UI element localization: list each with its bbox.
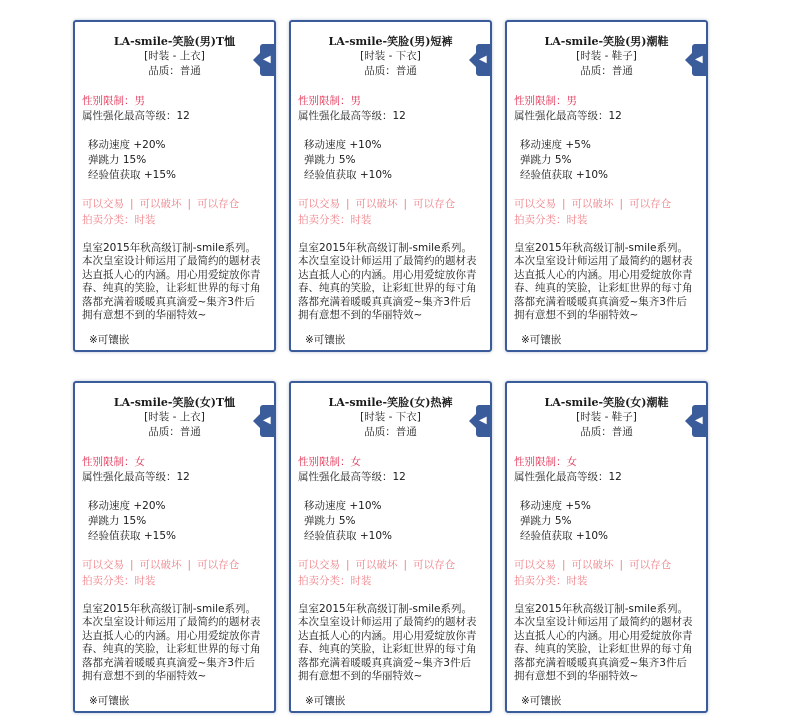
enhance-level: 属性强化最高等级：12 — [82, 471, 190, 483]
item-flags — [514, 197, 671, 211]
flag-store: 可以存仓 — [197, 559, 240, 571]
item-quality: 品质：普通 — [364, 426, 417, 438]
item-tooltip-card — [289, 381, 492, 713]
stat-jump: 弹跳力 15% — [88, 515, 147, 527]
arrow-left-icon[interactable]: ◀ — [695, 415, 703, 426]
flag-store: 可以存仓 — [629, 198, 672, 210]
arrow-left-icon[interactable]: ◀ — [479, 415, 487, 426]
item-quality: 品质：普通 — [364, 65, 417, 77]
flag-separator: | — [130, 198, 134, 210]
stat-jump: 弹跳力 5% — [304, 154, 356, 166]
stat-move-speed: 移动速度 +5% — [520, 139, 591, 151]
item-tooltip-card — [73, 381, 276, 713]
item-flags — [298, 558, 455, 572]
item-category: [时装 - 下衣] — [360, 411, 421, 423]
item-category: [时装 - 上衣] — [144, 50, 205, 62]
enhance-level: 属性强化最高等级：12 — [298, 110, 406, 122]
flag-separator: | — [562, 559, 566, 571]
flag-separator: | — [346, 198, 350, 210]
socket-note: ※可镶嵌 — [521, 334, 562, 346]
item-flags — [514, 558, 671, 572]
stat-jump: 弹跳力 5% — [520, 154, 572, 166]
item-title: LA-smile-笑脸(女)潮鞋 — [544, 396, 669, 409]
auction-category: 拍卖分类：时装 — [514, 214, 588, 226]
flag-separator: | — [562, 198, 566, 210]
item-category: [时装 - 鞋子] — [576, 411, 637, 423]
flag-separator: | — [403, 559, 408, 571]
item-flags — [82, 558, 239, 572]
item-quality: 品质：普通 — [148, 426, 201, 438]
item-flags — [298, 197, 455, 211]
gender-restriction: 性别限制：男 — [298, 95, 361, 107]
flag-store: 可以存仓 — [629, 559, 672, 571]
stat-list — [304, 138, 392, 183]
stat-exp: 经验值获取 +10% — [304, 169, 392, 181]
socket-note: ※可镶嵌 — [305, 695, 346, 707]
item-quality: 品质：普通 — [580, 65, 633, 77]
stat-jump: 弹跳力 15% — [88, 154, 147, 166]
arrow-left-icon[interactable]: ◀ — [263, 54, 271, 65]
flag-separator: | — [619, 198, 624, 210]
gender-restriction: 性别限制：男 — [82, 95, 145, 107]
enhance-level: 属性强化最高等级：12 — [298, 471, 406, 483]
gender-restriction: 性别限制：女 — [514, 456, 577, 468]
stat-jump: 弹跳力 5% — [520, 515, 572, 527]
stat-exp: 经验值获取 +15% — [88, 530, 176, 542]
flag-store: 可以存仓 — [197, 198, 240, 210]
flag-separator: | — [187, 198, 192, 210]
item-quality: 品质：普通 — [580, 426, 633, 438]
enhance-level: 属性强化最高等级：12 — [82, 110, 190, 122]
stat-list — [304, 499, 392, 544]
stat-move-speed: 移动速度 +5% — [520, 500, 591, 512]
auction-category: 拍卖分类：时装 — [82, 575, 156, 587]
stat-jump: 弹跳力 5% — [304, 515, 356, 527]
flag-trade: 可以交易 — [298, 559, 340, 571]
flag-break: 可以破坏 — [139, 198, 182, 210]
gender-restriction: 性别限制：男 — [514, 95, 577, 107]
gender-restriction: 性别限制：女 — [82, 456, 145, 468]
socket-note: ※可镶嵌 — [89, 334, 130, 346]
item-category: [时装 - 上衣] — [144, 411, 205, 423]
item-title: LA-smile-笑脸(男)T恤 — [113, 35, 236, 48]
arrow-left-icon[interactable]: ◀ — [479, 54, 487, 65]
stat-move-speed: 移动速度 +10% — [304, 500, 382, 512]
flag-store: 可以存仓 — [413, 559, 456, 571]
stat-move-speed: 移动速度 +20% — [88, 139, 166, 151]
item-description: 皇室2015年秋高级订制-smile系列。本次皇室设计师运用了最简约的题材表达直抵人心的内涵。用心用爱绽放你青春、纯真的笑脸，让彩虹世界的每寸角落都充满着暖暖真真滴爱~集齐3件后拥有意想不到的华丽特效~ — [298, 242, 477, 322]
stat-move-speed: 移动速度 +20% — [88, 500, 166, 512]
flag-trade: 可以交易 — [82, 198, 124, 210]
item-title: LA-smile-笑脸(男)短裤 — [328, 35, 453, 48]
stat-list — [520, 138, 608, 183]
item-title: LA-smile-笑脸(女)T恤 — [113, 396, 236, 409]
stat-exp: 经验值获取 +10% — [304, 530, 392, 542]
gender-restriction: 性别限制：女 — [298, 456, 361, 468]
item-category: [时装 - 鞋子] — [576, 50, 637, 62]
auction-category: 拍卖分类：时装 — [298, 214, 372, 226]
flag-trade: 可以交易 — [514, 559, 556, 571]
item-quality: 品质：普通 — [148, 65, 201, 77]
flag-break: 可以破坏 — [571, 559, 614, 571]
flag-trade: 可以交易 — [298, 198, 340, 210]
enhance-level: 属性强化最高等级：12 — [514, 471, 622, 483]
stat-list — [88, 138, 176, 183]
flag-trade: 可以交易 — [514, 198, 556, 210]
item-tooltip-card — [505, 381, 708, 713]
flag-store: 可以存仓 — [413, 198, 456, 210]
stat-move-speed: 移动速度 +10% — [304, 139, 382, 151]
socket-note: ※可镶嵌 — [89, 695, 130, 707]
stat-exp: 经验值获取 +10% — [520, 530, 608, 542]
auction-category: 拍卖分类：时装 — [82, 214, 156, 226]
item-tooltip-card — [73, 20, 276, 352]
item-category: [时装 - 下衣] — [360, 50, 421, 62]
stat-exp: 经验值获取 +15% — [88, 169, 176, 181]
flag-break: 可以破坏 — [355, 198, 398, 210]
socket-note: ※可镶嵌 — [305, 334, 346, 346]
item-tooltip-card — [289, 20, 492, 352]
item-description: 皇室2015年秋高级订制-smile系列。本次皇室设计师运用了最简约的题材表达直抵人心的内涵。用心用爱绽放你青春、纯真的笑脸，让彩虹世界的每寸角落都充满着暖暖真真滴爱~集齐3件后拥有意想不到的华丽特效~ — [514, 242, 693, 322]
flag-break: 可以破坏 — [571, 198, 614, 210]
flag-trade: 可以交易 — [82, 559, 124, 571]
item-flags — [82, 197, 239, 211]
flag-separator: | — [346, 559, 350, 571]
auction-category: 拍卖分类：时装 — [298, 575, 372, 587]
stat-list — [520, 499, 608, 544]
arrow-left-icon[interactable]: ◀ — [695, 54, 703, 65]
item-description: 皇室2015年秋高级订制-smile系列。本次皇室设计师运用了最简约的题材表达直抵人心的内涵。用心用爱绽放你青春、纯真的笑脸，让彩虹世界的每寸角落都充满着暖暖真真滴爱~集齐3件后拥有意想不到的华丽特效~ — [298, 603, 477, 683]
flag-separator: | — [403, 198, 408, 210]
item-tooltip-card — [505, 20, 708, 352]
stat-exp: 经验值获取 +10% — [520, 169, 608, 181]
auction-category: 拍卖分类：时装 — [514, 575, 588, 587]
flag-break: 可以破坏 — [355, 559, 398, 571]
flag-break: 可以破坏 — [139, 559, 182, 571]
flag-separator: | — [619, 559, 624, 571]
enhance-level: 属性强化最高等级：12 — [514, 110, 622, 122]
stat-list — [88, 499, 176, 544]
item-description: 皇室2015年秋高级订制-smile系列。本次皇室设计师运用了最简约的题材表达直抵人心的内涵。用心用爱绽放你青春、纯真的笑脸，让彩虹世界的每寸角落都充满着暖暖真真滴爱~集齐3件后拥有意想不到的华丽特效~ — [514, 603, 693, 683]
item-title: LA-smile-笑脸(男)潮鞋 — [544, 35, 669, 48]
item-description: 皇室2015年秋高级订制-smile系列。本次皇室设计师运用了最简约的题材表达直抵人心的内涵。用心用爱绽放你青春、纯真的笑脸，让彩虹世界的每寸角落都充满着暖暖真真滴爱~集齐3件后拥有意想不到的华丽特效~ — [82, 242, 261, 322]
arrow-left-icon[interactable]: ◀ — [263, 415, 271, 426]
socket-note: ※可镶嵌 — [521, 695, 562, 707]
flag-separator: | — [187, 559, 192, 571]
flag-separator: | — [130, 559, 134, 571]
item-description: 皇室2015年秋高级订制-smile系列。本次皇室设计师运用了最简约的题材表达直抵人心的内涵。用心用爱绽放你青春、纯真的笑脸，让彩虹世界的每寸角落都充满着暖暖真真滴爱~集齐3件后拥有意想不到的华丽特效~ — [82, 603, 261, 683]
item-title: LA-smile-笑脸(女)热裤 — [328, 396, 453, 409]
